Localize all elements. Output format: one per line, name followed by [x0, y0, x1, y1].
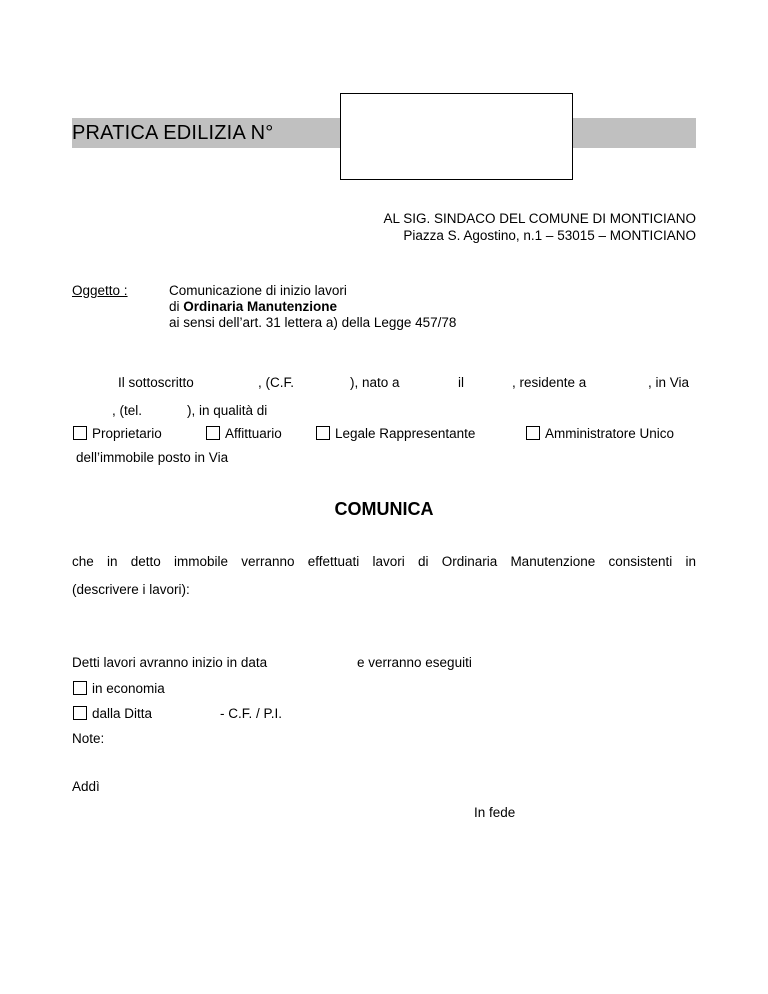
checkbox-economia[interactable]	[73, 681, 87, 695]
comunica-body-line-2: (descrivere i lavori):	[72, 582, 190, 597]
label-inizio-data: Detti lavori avranno inizio in data	[72, 655, 268, 670]
label-cf-pi: - C.F. / P.I.	[220, 706, 283, 721]
label-sottoscritto: Il sottoscritto	[118, 375, 194, 390]
subject-label: Oggetto :	[72, 283, 128, 298]
label-immobile: dell’immobile posto in Via	[76, 450, 229, 465]
role-amministratore-unico-label: Amministratore Unico	[545, 426, 675, 441]
checkbox-affittuario[interactable]	[206, 426, 220, 440]
label-note: Note:	[72, 731, 105, 746]
checkbox-proprietario[interactable]	[73, 426, 87, 440]
subject-line-2	[169, 299, 337, 314]
option-ditta-label: dalla Ditta	[92, 706, 153, 721]
subject-line-2-bold: Ordinaria Manutenzione	[183, 299, 338, 314]
comunica-body-line-1	[72, 554, 696, 569]
label-residente-a: , residente a	[512, 375, 587, 390]
label-nato-a: ), nato a	[350, 375, 400, 390]
page-title: PRATICA EDILIZIA N°	[72, 122, 274, 144]
role-proprietario[interactable]	[73, 426, 162, 441]
label-qualita: ), in qualità di	[187, 403, 268, 418]
label-tel: , (tel.	[112, 403, 143, 418]
label-addi: Addì	[72, 779, 100, 794]
role-legale-rappresentante-label: Legale Rappresentante	[335, 426, 476, 441]
checkbox-ditta[interactable]	[73, 706, 87, 720]
role-proprietario-label: Proprietario	[92, 426, 162, 441]
recipient-line-2: Piazza S. Agostino, n.1 – 53015 – MONTICIANO	[403, 228, 696, 243]
subject-line-3: ai sensi dell’art. 31 lettera a) della Legge 457/78	[169, 315, 457, 330]
option-economia[interactable]	[73, 681, 165, 696]
option-economia-label: in economia	[92, 681, 165, 696]
label-eseguiti: e verranno eseguiti	[357, 655, 472, 670]
pratica-number-box[interactable]	[340, 93, 573, 180]
role-affittuario[interactable]	[206, 426, 282, 441]
subject-line-2-prefix: di	[169, 299, 184, 314]
label-in-via: , in Via	[648, 375, 690, 390]
comunica-title: COMUNICA	[334, 499, 434, 519]
subject-line-1: Comunicazione di inizio lavori	[169, 283, 347, 298]
role-legale-rappresentante[interactable]	[316, 426, 475, 441]
label-il: il	[458, 375, 464, 390]
label-in-fede: In fede	[474, 805, 516, 820]
checkbox-legale-rappresentante[interactable]	[316, 426, 330, 440]
role-amministratore-unico[interactable]	[526, 426, 674, 441]
option-ditta[interactable]	[73, 706, 152, 721]
role-affittuario-label: Affittuario	[225, 426, 282, 441]
recipient-line-1: AL SIG. SINDACO DEL COMUNE DI MONTICIANO	[383, 211, 696, 226]
checkbox-amministratore-unico[interactable]	[526, 426, 540, 440]
comunica-body-line-1-text: che in detto immobile verranno effettuati lavori di Ordinaria Manutenzione consistenti in	[72, 554, 696, 569]
label-cf: , (C.F.	[258, 375, 294, 390]
